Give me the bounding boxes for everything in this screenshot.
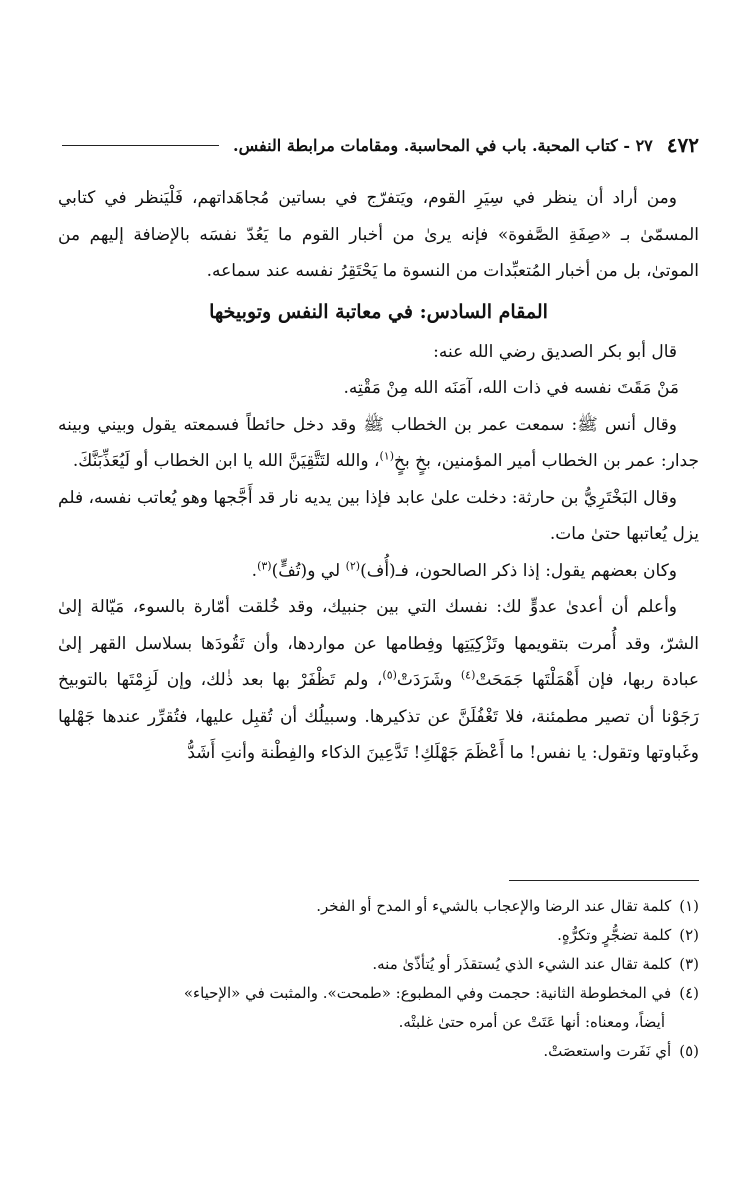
nafs-text-b: وشَرَدَتْ <box>396 670 461 690</box>
paragraph-abu-bakr: قال أبو بكر الصديق رضي الله عنه: <box>433 341 677 362</box>
paragraph-nafs <box>58 589 699 772</box>
running-title: ٢٧ - كتاب المحبة. باب في المحاسبة. ومقامات مرابطة النفس. <box>233 135 653 155</box>
page-header <box>62 130 699 160</box>
footnote-text: كلمة تقال عند الرضا والإعجاب بالشيء أو المدح أو الفخر. <box>316 897 672 915</box>
footnote-number: (٣) <box>679 955 699 973</box>
footnote-number: (٤) <box>679 984 699 1002</box>
paragraph-bakhtari: وقال البَخْتَرِيُّ بن حارثة: دخلت علىٰ عابد فإذا بين يديه نار قد أَجَّجها وهو يُعاتب نفسه، فلم يزل يُعاتبها حتىٰ مات. <box>58 487 699 544</box>
page-number: ٤٧٢ <box>666 133 699 157</box>
footnote-number: (٥) <box>679 1042 699 1060</box>
salihun-text-c: . <box>251 560 258 581</box>
anas-text-end: ، والله لتَتَّقِيَنَّ الله يا ابن الخطاب أو لَيُعَذِّبَنَّكَ. <box>72 451 380 471</box>
anas-text: وقال أنس ﷺ: سمعت عمر بن الخطاب ﷺ وقد دخل حائطاً فسمعته يقول وبيني وبينه جدار: عمر بن الخطاب أمير المؤمنين، بخٍ بخٍ <box>58 414 699 471</box>
footnote-text: كلمة تضجُّرٍ وتكرُّهٍ. <box>557 926 672 944</box>
footnote-number: (٢) <box>679 926 699 944</box>
quote-abu-bakr: مَنْ مَقَتَ نفسه في ذات الله، آمَنَه الله مِنْ مَقْتِه. <box>343 378 679 398</box>
footnote-text: في المخطوطة الثانية: حجمت وفي المطبوع: «طمحت». والمثبت في «الإحياء» <box>183 984 672 1002</box>
nafs-text-a: وأعلم أن أعدىٰ عدوٍّ لك: نفسك التي بين جنبيك، وقد خُلقت أمّارة بالسوء، مَيّالة إلىٰ الشرّ، وقد أُمرت بتقويمها وتَزْكِيَتِها وفِطامها عن مواردها، وأن تَقُودَها بسلاسل القهر إلىٰ عبادة ربها، فإن أَهْمَلْتَها جَمَحَتْ <box>58 597 700 690</box>
footnote-3 <box>58 950 699 979</box>
footnote-ref-5: (٥) <box>382 668 397 682</box>
footnote-ref-3: (٣) <box>257 558 272 572</box>
footnote-ref-4: (٤) <box>460 668 476 682</box>
paragraph-salihun <box>58 553 699 590</box>
footnote-separator <box>509 880 699 881</box>
paragraph-anas <box>58 407 699 480</box>
footnote-ref-2: (٢) <box>345 558 361 572</box>
footnote-1 <box>58 892 699 921</box>
footnote-ref-1: (١) <box>379 449 394 463</box>
paragraph-safwa: ومن أراد أن ينظر في سِيَرِ القوم، ويَتفرّج في بساتين مُجاهَداتهم، فَلْيَنظر في كتابي المسمّىٰ بـ «صِفَةِ الصَّفوة» فإنه يرىٰ من أخبار القوم ما يَعُدّ نفسَه بالإضافة إليهم من الموتىٰ، بل من أخبار المُتعبِّدات من النسوة ما يَحْتَقِرُ نفسه عند سماعه. <box>58 188 699 281</box>
nafs-text-c: ، ولم تَظْفَرْ بها بعد ذٰلك، وإن لَزِمْتَها بالتوبيخ رَجَوْنا أن تصير مطمئنة، فلا تَغْفُلَنَّ عن تذكيرها. وسبيلُك أن تُقبِل عليها، فتُقرِّر عندها جَهْلها وغَباوتها وتقول: يا نفس! ما أَعْظَمَ جَهْلَكِ! تَدَّعِينَ الذكاء والفِطْنة وأنتِ أَشَدُّ <box>58 670 699 763</box>
footnote-2 <box>58 921 699 950</box>
salihun-text-a: وكان بعضهم يقول: إذا ذكر الصالحون، فـ(أُف) <box>360 560 677 581</box>
footnotes <box>58 892 699 1066</box>
salihun-text-b: لي و(تُفٍّ) <box>271 560 346 581</box>
footnote-text: كلمة تقال عند الشيء الذي يُستقذَر أو يُتأذّىٰ منه. <box>372 955 672 973</box>
main-text <box>58 180 699 772</box>
footnote-text: أي نَفَرت واستعصَتْ. <box>543 1042 672 1060</box>
footnote-number: (١) <box>679 897 699 915</box>
footnote-4 <box>58 979 699 1008</box>
footnote-5 <box>58 1037 699 1066</box>
section-heading: المقام السادس: في معاتبة النفس وتوبيخها <box>209 300 548 323</box>
header-rule <box>62 145 219 146</box>
footnote-4-continuation: أيضاً، ومعناه: أنها عَتَتْ عن أمره حتىٰ غلبتْه. <box>398 1013 665 1031</box>
